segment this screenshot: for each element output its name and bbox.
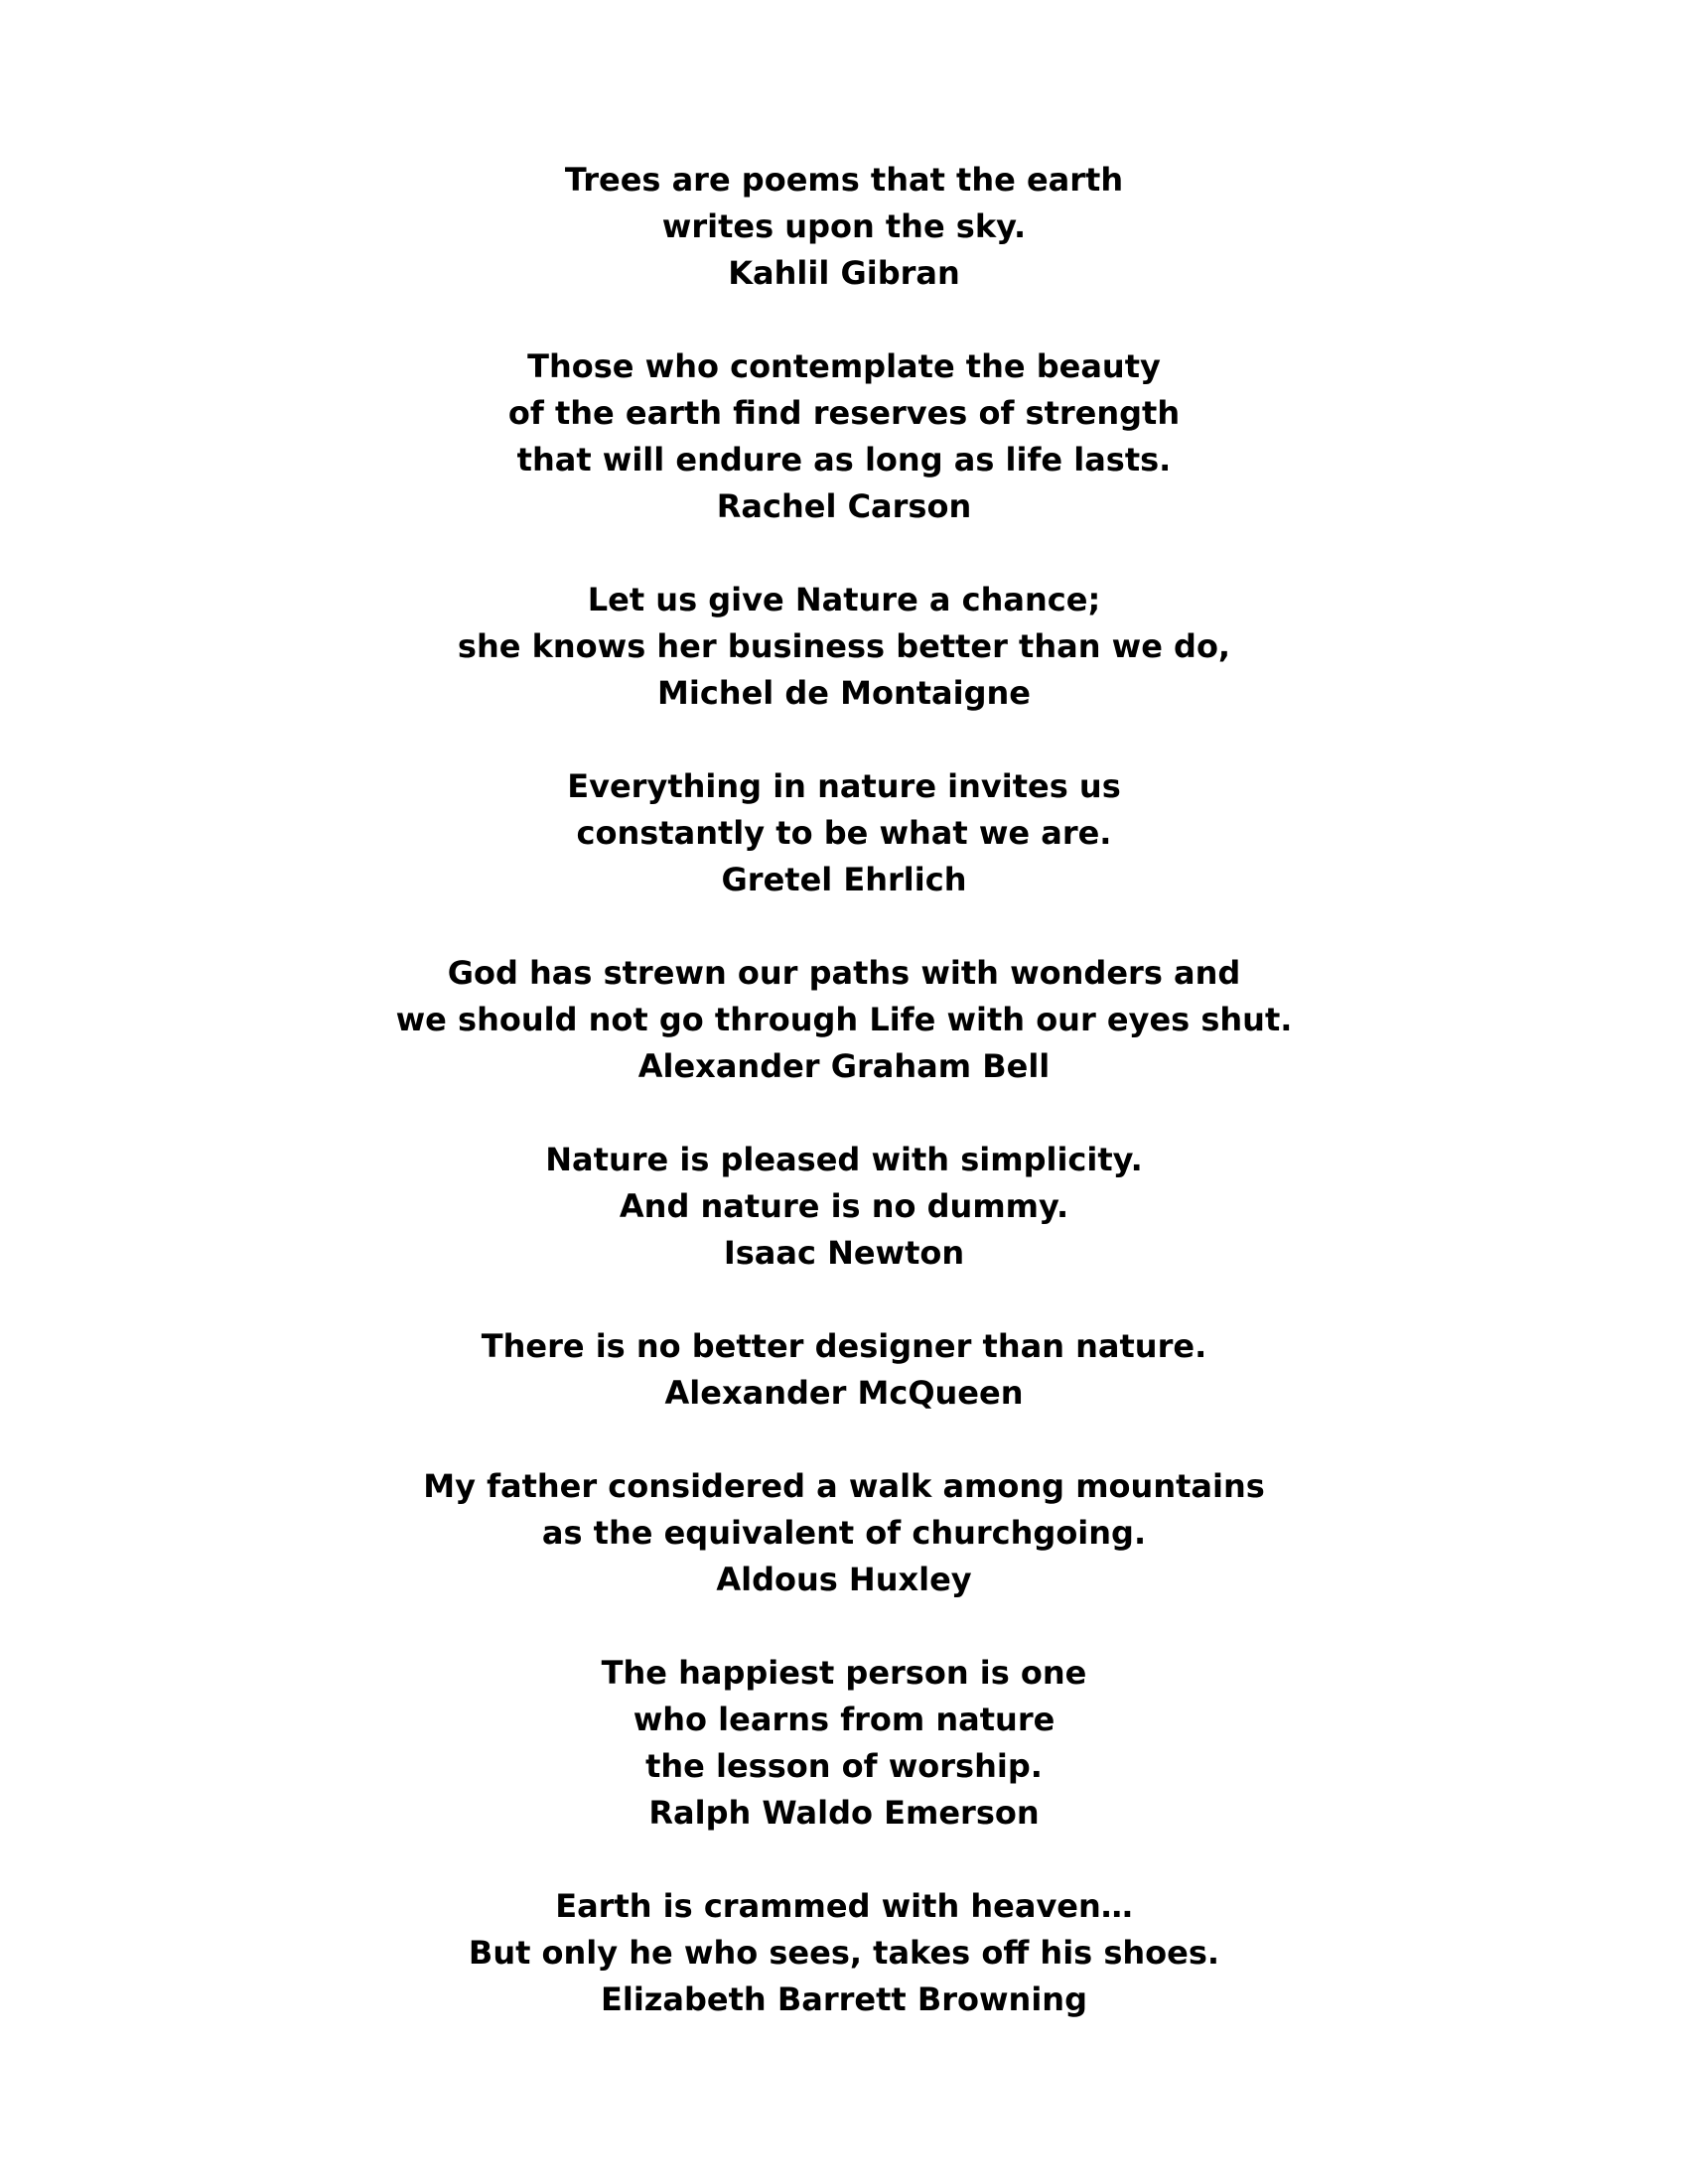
quote-list xyxy=(0,157,1688,2070)
quote-block xyxy=(0,577,1688,717)
quote-block xyxy=(0,1323,1688,1417)
quote-line: The happiest person is one xyxy=(601,1654,1087,1692)
quote-line: writes upon the sky. xyxy=(661,207,1027,245)
quote-block xyxy=(0,1463,1688,1603)
quote-line: There is no better designer than nature. xyxy=(481,1327,1207,1365)
quote-line: My father considered a walk among mountains xyxy=(423,1467,1265,1505)
quote-author: Rachel Carson xyxy=(716,487,972,525)
quote-block xyxy=(0,950,1688,1090)
quote-line: that will endure as long as life lasts. xyxy=(516,441,1172,478)
quote-line: Everything in nature invites us xyxy=(567,767,1121,805)
quote-line: she knows her business better than we do, xyxy=(457,627,1231,665)
quote-line: But only he who sees, takes off his shoes. xyxy=(468,1934,1220,1972)
quote-block xyxy=(0,343,1688,530)
quote-line: constantly to be what we are. xyxy=(576,814,1112,852)
quote-line: the lesson of worship. xyxy=(645,1747,1043,1785)
quote-author: Aldous Huxley xyxy=(716,1561,972,1598)
quote-line: as the equivalent of churchgoing. xyxy=(541,1514,1147,1552)
quote-line: Those who contemplate the beauty xyxy=(527,347,1161,385)
quote-line: of the earth find reserves of strength xyxy=(507,394,1181,432)
quote-line: Let us give Nature a chance; xyxy=(587,581,1101,618)
quote-line: Nature is pleased with simplicity. xyxy=(545,1141,1143,1178)
quote-block xyxy=(0,157,1688,297)
quote-author: Gretel Ehrlich xyxy=(721,861,967,898)
quote-author: Michel de Montaigne xyxy=(657,674,1031,712)
quote-line: who learns from nature xyxy=(633,1701,1055,1738)
quote-author: Ralph Waldo Emerson xyxy=(648,1794,1040,1832)
quote-author: Alexander Graham Bell xyxy=(637,1047,1051,1085)
quote-line: And nature is no dummy. xyxy=(619,1187,1069,1225)
quote-line: we should not go through Life with our eyes shut. xyxy=(395,1001,1293,1038)
quote-line: Earth is crammed with heaven… xyxy=(555,1887,1133,1925)
quote-block xyxy=(0,763,1688,903)
quote-author: Alexander McQueen xyxy=(664,1374,1024,1412)
quote-block xyxy=(0,1137,1688,1277)
quote-line: God has strewn our paths with wonders and xyxy=(447,954,1241,992)
quote-block xyxy=(0,1883,1688,2023)
quote-author: Kahlil Gibran xyxy=(728,254,960,292)
quote-line: Trees are poems that the earth xyxy=(564,161,1124,199)
quote-author: Elizabeth Barrett Browning xyxy=(601,1980,1087,2018)
quote-block xyxy=(0,1650,1688,1837)
quote-author: Isaac Newton xyxy=(723,1234,965,1272)
